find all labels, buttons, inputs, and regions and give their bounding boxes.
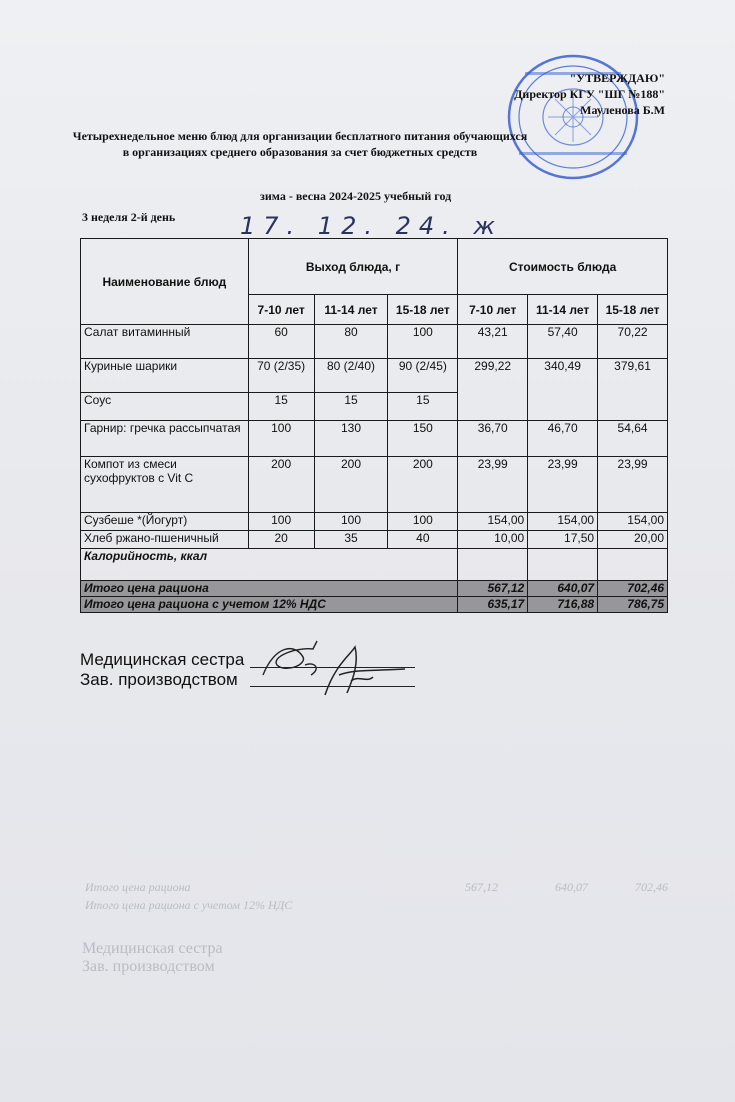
output-cell: 15	[248, 393, 314, 421]
season-label: зима - весна 2024-2025 учебный год	[260, 189, 452, 203]
dish-name: Куриные шарики	[81, 359, 249, 393]
approval-signatory: Мауленова Б.М	[580, 103, 665, 117]
table-row	[81, 325, 668, 359]
output-cell: 60	[248, 325, 314, 359]
output-cell: 200	[314, 457, 388, 513]
cost-cell: 43,21	[458, 325, 528, 359]
header-age: 11-14 лет	[314, 295, 388, 325]
bleed-through-text: Итого цена рациона с учетом 12% НДС	[85, 898, 293, 912]
approval-block	[514, 70, 665, 118]
total-vat-cell: 786,75	[598, 597, 668, 613]
calories-cell	[458, 549, 528, 581]
output-cell: 130	[314, 421, 388, 457]
header-age: 7-10 лет	[458, 295, 528, 325]
output-cell: 15	[388, 393, 458, 421]
cost-cell: 23,99	[528, 457, 598, 513]
total-cell: 567,12	[458, 581, 528, 597]
cost-cell: 54,64	[598, 421, 668, 457]
header-age: 15-18 лет	[388, 295, 458, 325]
output-cell: 20	[248, 531, 314, 549]
dish-name: Соус	[81, 393, 249, 421]
cost-cell: 36,70	[458, 421, 528, 457]
output-cell: 80 (2/40)	[314, 359, 388, 393]
cost-cell: 154,00	[598, 513, 668, 531]
calories-cell	[528, 549, 598, 581]
total-label: Итого цена рациона	[81, 581, 458, 597]
output-cell: 35	[314, 531, 388, 549]
table-row	[81, 421, 668, 457]
header-age: 11-14 лет	[528, 295, 598, 325]
output-cell: 100	[388, 325, 458, 359]
output-cell: 200	[248, 457, 314, 513]
calories-cell	[598, 549, 668, 581]
approval-heading: "УТВЕРЖДАЮ"	[569, 71, 665, 85]
output-cell: 150	[388, 421, 458, 457]
approval-position: Директор КГУ "ШГ №188"	[514, 87, 665, 101]
cost-cell: 23,99	[458, 457, 528, 513]
bleed-through-text: 567,12	[465, 880, 498, 894]
document-title: Четырехнедельное меню блюд для организации бесплатного питания обучающихся в организациях среднего образования за счет бюджетных средств	[72, 129, 528, 159]
total-vat-row	[81, 597, 668, 613]
cost-cell: 340,49	[528, 359, 598, 421]
total-cell: 702,46	[598, 581, 668, 597]
bleed-through-text: Зав. производством	[82, 958, 215, 975]
calories-label: Калорийность, ккал	[81, 549, 458, 581]
table-row	[81, 513, 668, 531]
output-cell: 15	[314, 393, 388, 421]
nurse-label: Медицинская сестра	[80, 650, 245, 669]
bleed-through-text: 640,07	[555, 880, 588, 894]
signature-block	[80, 650, 244, 690]
table-row	[81, 531, 668, 549]
handwritten-signatures	[255, 635, 415, 705]
cost-cell: 20,00	[598, 531, 668, 549]
cost-cell: 299,22	[458, 359, 528, 421]
cost-cell: 46,70	[528, 421, 598, 457]
table-row	[81, 457, 668, 513]
header-cost: Стоимость блюда	[458, 239, 668, 295]
total-vat-cell: 635,17	[458, 597, 528, 613]
bleed-through-text: Медицинская сестра	[82, 940, 223, 957]
cost-cell: 154,00	[528, 513, 598, 531]
menu-table	[80, 238, 668, 613]
table-row	[81, 359, 668, 393]
output-cell: 90 (2/45)	[388, 359, 458, 393]
total-vat-label: Итого цена рациона с учетом 12% НДС	[81, 597, 458, 613]
header-output: Выход блюда, г	[248, 239, 458, 295]
output-cell: 100	[314, 513, 388, 531]
output-cell: 80	[314, 325, 388, 359]
dish-name: Компот из смеси сухофруктов с Vit C	[81, 457, 249, 513]
dish-name: Гарнир: гречка рассыпчатая	[81, 421, 249, 457]
cost-cell: 379,61	[598, 359, 668, 421]
total-cell: 640,07	[528, 581, 598, 597]
dish-name: Салат витаминный	[81, 325, 249, 359]
header-age: 7-10 лет	[248, 295, 314, 325]
header-dish-name: Наименование блюд	[81, 239, 249, 325]
output-cell: 200	[388, 457, 458, 513]
cost-cell: 57,40	[528, 325, 598, 359]
output-cell: 40	[388, 531, 458, 549]
dish-name: Хлеб ржано-пшеничный	[81, 531, 249, 549]
head-label: Зав. производством	[80, 670, 238, 689]
header-age: 15-18 лет	[598, 295, 668, 325]
bleed-through-text: Итого цена рациона	[85, 880, 191, 894]
calories-row	[81, 549, 668, 581]
total-row	[81, 581, 668, 597]
bleed-through-text: 702,46	[635, 880, 668, 894]
output-cell: 100	[248, 421, 314, 457]
total-vat-cell: 716,88	[528, 597, 598, 613]
handwritten-date: 17. 12. 24. ж	[240, 212, 504, 240]
output-cell: 100	[248, 513, 314, 531]
cost-cell: 10,00	[458, 531, 528, 549]
cost-cell: 154,00	[458, 513, 528, 531]
output-cell: 70 (2/35)	[248, 359, 314, 393]
cost-cell: 70,22	[598, 325, 668, 359]
cost-cell: 17,50	[528, 531, 598, 549]
cost-cell: 23,99	[598, 457, 668, 513]
output-cell: 100	[388, 513, 458, 531]
dish-name: Сузбеше *(Йогурт)	[81, 513, 249, 531]
week-day-label: 3 неделя 2-й день	[82, 210, 176, 224]
